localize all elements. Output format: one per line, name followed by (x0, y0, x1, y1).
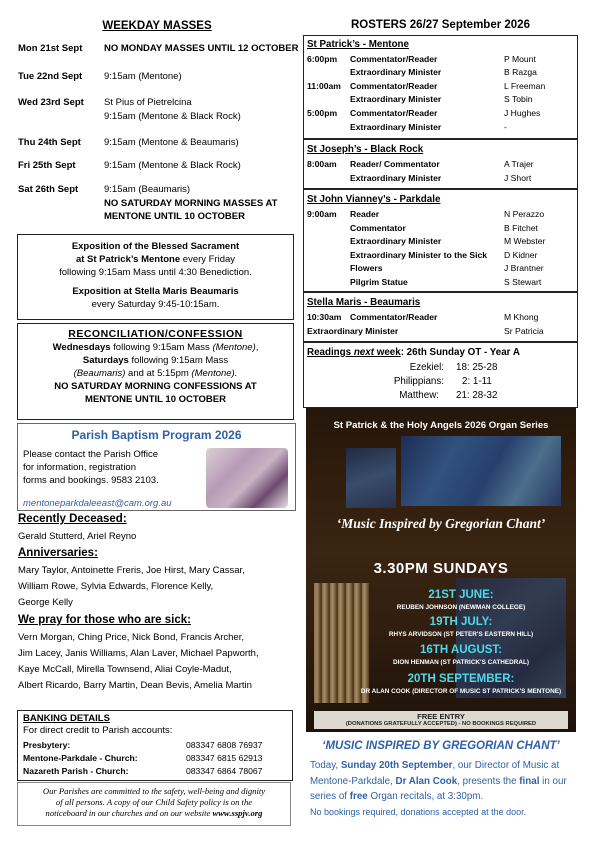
deceased-heading: Recently Deceased: (18, 513, 127, 525)
concert-performer: REUBEN JOHNSON (NEWMAN COLLEGE) (396, 604, 526, 611)
reading-book: Matthew: (399, 390, 439, 401)
banking-intro: For direct credit to Parish accounts: (23, 725, 173, 736)
roster-person: M Webster (504, 236, 546, 246)
exposition-heading-2: Exposition at Stella Maris Beaumaris (72, 286, 239, 297)
bank-account-number: 083347 6808 76937 (186, 740, 263, 750)
concert-performer: DR ALAN COOK (DIRECTOR OF MUSIC ST PATRICK'S MENTONE) (360, 688, 562, 695)
roster-role: Commentator/Reader (350, 108, 438, 118)
weekday-masses-title: WEEKDAY MASSES (102, 20, 212, 32)
roster-role: Extraordinary Minister (307, 326, 399, 336)
gc-text: Organ recitals, at 3:30pm. (367, 791, 484, 802)
deceased-list: Gerald Stutterd, Ariel Reyno (18, 531, 137, 542)
exposition-schedule: every Friday (180, 254, 236, 265)
reconciliation-text: following 9:15am Mass (110, 342, 213, 353)
reconciliation-notice: MENTONE UNTIL 10 OCTOBER (85, 394, 226, 405)
baptism-box (17, 423, 296, 511)
gregorian-chant-text (310, 758, 580, 820)
roster-person: S Stewart (504, 277, 542, 287)
baptism-line: Please contact the Parish Office (23, 449, 159, 460)
bank-account-label: Mentone-Parkdale - Church: (23, 753, 138, 763)
reconciliation-day: Saturdays (82, 355, 129, 366)
reconciliation-place: (Mentone) (212, 342, 256, 353)
anniversaries-line: William Rowe, Sylvia Edwards, Florence Kelly, (18, 581, 214, 592)
mass-note: NO MONDAY MASSES UNTIL 12 OCTOBER (104, 43, 299, 54)
readings-label: Readings (307, 347, 354, 358)
roster-person: - (504, 122, 507, 132)
exposition-times: following 9:15am Mass until 4:30 Benediction. (59, 267, 252, 278)
mass-time: 9:15am (Mentone) (104, 71, 182, 82)
reconciliation-text: and at 5:15pm (125, 368, 192, 379)
gc-performer: Dr Alan Cook (395, 775, 458, 787)
bank-account-number: 083347 6864 78067 (186, 766, 263, 776)
concert-date: 19TH JULY: (429, 616, 493, 628)
concert-date: 21ST JUNE: (428, 589, 494, 601)
mass-note: MENTONE UNTIL 10 OCTOBER (104, 211, 245, 222)
bank-account-label: Nazareth Parish - Church: (23, 766, 129, 776)
reconciliation-text: following 9:15am Mass (128, 355, 229, 366)
roster-st-josephs (303, 139, 578, 189)
gc-emphasis: free (349, 791, 368, 802)
policy-line: noticeboard in our churches and on our website (45, 808, 213, 818)
organ-series-poster (306, 408, 576, 732)
sick-line: Vern Morgan, Ching Price, Nick Bond, Francis Archer, (18, 632, 244, 643)
gregorian-chant-title: ‘MUSIC INSPIRED BY GREGORIAN CHANT’ (322, 740, 560, 752)
mass-time: 9:15am (Mentone & Black Rock) (104, 160, 241, 171)
roster-role: Pilgrim Statue (350, 277, 408, 287)
roster-person: B Fitchet (504, 223, 538, 233)
roster-time: 8:00am (307, 159, 337, 169)
reading-ref: 18: 25-28 (456, 362, 498, 373)
roster-person: N Perazzo (504, 209, 545, 219)
website-link[interactable]: www.sspjv.org (212, 808, 263, 818)
poster-footer-band (314, 711, 568, 729)
roster-time: 6:00pm (307, 54, 338, 64)
mass-day: Mon 21st Sept (18, 43, 83, 54)
roster-role: Commentator/Reader (350, 81, 438, 91)
sick-line: Albert Ricardo, Barry Martin, Dean Bevis, Amelia Martin (18, 680, 252, 691)
reconciliation-text: , (255, 342, 259, 353)
mass-day: Sat 26th Sept (18, 184, 79, 195)
roster-time: 9:00am (307, 209, 337, 219)
roster-person: L Freeman (504, 81, 546, 91)
reconciliation-place: (Beaumaris) (73, 368, 126, 379)
concert-performer: DION HENMAN (ST PATRICK'S CATHEDRAL) (392, 659, 530, 666)
roster-person: A Trajer (504, 159, 534, 169)
roster-person: Sr Patricia (504, 326, 544, 336)
reconciliation-title: RECONCILIATION/CONFESSION (68, 328, 243, 340)
readings-label: next (353, 347, 374, 358)
roster-church-name: Stella Maris - Beaumaris (307, 297, 421, 308)
reconciliation-notice: NO SATURDAY MORNING CONFESSIONS AT (54, 381, 257, 392)
policy-line: of all persons. A copy of our Child Safety policy is on the (55, 797, 253, 807)
roster-time: 5:00pm (307, 108, 338, 118)
roster-person: P Mount (504, 54, 536, 64)
roster-person: B Razga (504, 67, 537, 77)
banking-title: BANKING DETAILS (23, 713, 110, 724)
roster-role: Commentator/Reader (350, 54, 438, 64)
sick-list (18, 630, 294, 694)
mass-day: Tue 22nd Sept (18, 71, 83, 82)
roster-st-patricks (303, 35, 578, 139)
roster-person: M Khong (504, 312, 539, 322)
roster-role: Extraordinary Minister (350, 236, 442, 246)
gc-date: Sunday 20th September (340, 760, 453, 771)
reconciliation-box (17, 323, 294, 420)
exposition-heading: Exposition of the Blessed Sacrament (71, 241, 240, 252)
readings-box (303, 342, 578, 408)
gc-note: No bookings required, donations accepted at the door. (310, 806, 527, 817)
reconciliation-day: Wednesdays (52, 342, 111, 353)
readings-heading (307, 347, 520, 358)
mass-time: 9:15am (Mentone & Beaumaris) (104, 137, 239, 148)
concert-date: 16TH AUGUST: (420, 644, 502, 656)
mass-day: Fri 25th Sept (18, 160, 76, 171)
reading-ref: 2: 1-11 (462, 376, 492, 387)
baptism-email-link[interactable]: mentoneparkdaleeast@cam.org.au (23, 498, 172, 509)
reading-book: Ezekiel: (409, 362, 444, 373)
poster-time: 3.30PM SUNDAYS (373, 560, 509, 577)
poster-title: St Patrick & the Holy Angels 2026 Organ Series (333, 420, 549, 431)
roster-role: Commentator (350, 223, 406, 233)
exposition-times-2: every Saturday 9:45-10:15am. (91, 299, 220, 310)
roster-church-name: St Joseph’s - Black Rock (307, 144, 424, 155)
sick-line: Jim Lacey, Janis Williams, Alan Laver, Michael Papworth, (18, 648, 259, 659)
concert-date: 20TH SEPTEMBER: (407, 673, 515, 685)
mass-time: 9:15am (Mentone & Black Rock) (104, 111, 241, 122)
reconciliation-place: (Mentone). (191, 368, 238, 379)
gc-text: in our series of (310, 775, 567, 802)
exposition-church: at St Patrick’s Mentone (75, 254, 181, 265)
roster-church-name: St John Vianney’s - Parkdale (307, 194, 441, 205)
exposition-box (17, 234, 294, 320)
bank-account-number: 083347 6815 62913 (186, 753, 263, 763)
roster-role: Extraordinary Minister (350, 67, 442, 77)
readings-sunday: : 26th Sunday OT - Year A (400, 347, 520, 358)
poster-subtitle: ‘Music Inspired by Gregorian Chant’ (336, 516, 546, 531)
roster-person: D Kidner (504, 250, 538, 260)
rosters-title: ROSTERS 26/27 September 2026 (351, 19, 530, 31)
roster-st-john-vianneys (303, 189, 578, 292)
roster-role: Flowers (350, 263, 383, 273)
sick-line: Kaye McCall, Mirella Townsend, Aliai Coyle-Madut, (18, 664, 232, 675)
roster-person: J Brantner (504, 263, 544, 273)
anniversaries-list (18, 563, 294, 611)
baptism-text (23, 448, 159, 487)
anniversaries-line: Mary Taylor, Antoinette Freris, Joe Hirst, Mary Cassar, (18, 565, 245, 576)
baptism-line: forms and bookings. 9583 2103. (23, 475, 159, 486)
baptism-line: for information, registration (23, 462, 136, 473)
mass-day: Wed 23rd Sept (18, 97, 84, 108)
reading-ref: 21: 28-32 (456, 390, 498, 401)
roster-role: Commentator/Reader (350, 312, 438, 322)
mass-feast: St Pius of Pietrelcina (104, 97, 192, 108)
readings-label: week (373, 347, 401, 358)
roster-role: Reader/ Commentator (350, 159, 440, 169)
mass-time: 9:15am (Beaumaris) (104, 184, 191, 195)
roster-stella-maris (303, 292, 578, 342)
gc-emphasis: final (519, 775, 540, 787)
anniversaries-line: George Kelly (18, 597, 73, 608)
free-entry-label: FREE ENTRY (417, 712, 465, 721)
anniversaries-heading: Anniversaries: (18, 547, 98, 559)
roster-church-name: St Patrick’s - Mentone (307, 39, 409, 50)
roster-role: Reader (350, 209, 380, 219)
policy-line: Our Parishes are committed to the safety, well-being and dignity (42, 786, 266, 796)
roster-person: J Hughes (504, 108, 541, 118)
bank-account-label: Presbytery: (23, 740, 71, 750)
reading-book: Philippians: (393, 376, 444, 387)
gc-text: , our Director of Music at Mentone-Parkdale, (310, 760, 560, 787)
roster-role: Extraordinary Minister (350, 122, 442, 132)
donations-note: (DONATIONS GRATEFULLY ACCEPTED) - NO BOOKINGS REQUIRED (345, 721, 537, 727)
roster-person: S Tobin (504, 94, 533, 104)
roster-time: 10:30am (307, 312, 342, 322)
roster-role: Extraordinary Minister to the Sick (350, 250, 488, 260)
mass-note: NO SATURDAY MORNING MASSES AT (104, 198, 278, 209)
roster-person: J Short (504, 173, 532, 183)
gc-text: Today, (310, 760, 341, 771)
baptism-title: Parish Baptism Program 2026 (71, 428, 242, 442)
mass-day: Thu 24th Sept (18, 137, 81, 148)
roster-time: 11:00am (307, 81, 341, 91)
banking-box (17, 710, 293, 781)
child-safety-notice (17, 782, 291, 826)
baptism-photo (206, 448, 288, 508)
roster-role: Extraordinary Minister (350, 173, 442, 183)
gc-text: , presents the (457, 775, 520, 787)
sick-heading: We pray for those who are sick: (18, 614, 191, 626)
roster-role: Extraordinary Minister (350, 94, 442, 104)
concert-performer: RHYS ARVIDSON (ST PETER'S EASTERN HILL) (388, 631, 534, 638)
